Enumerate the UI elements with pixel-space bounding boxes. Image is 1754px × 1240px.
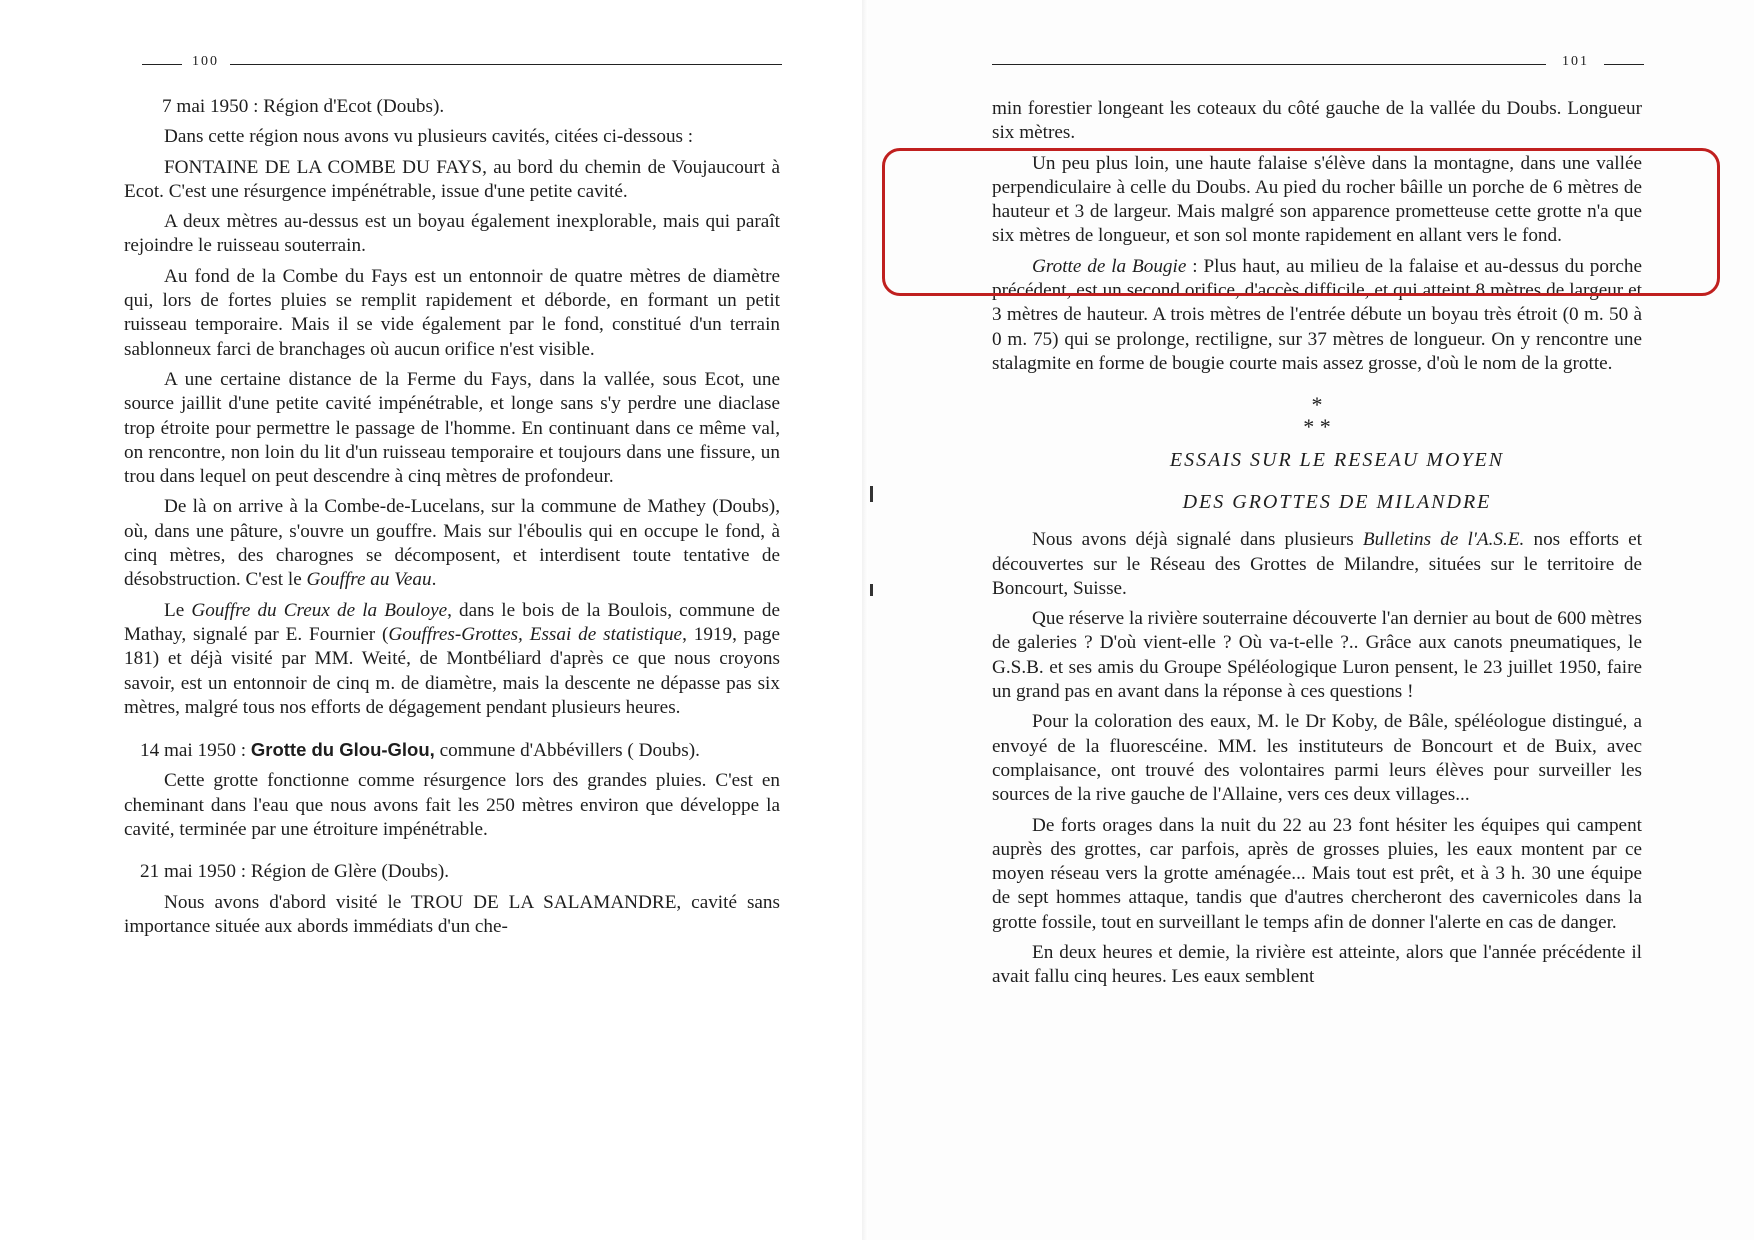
text-run: commune d'Abbévillers ( Doubs). — [439, 740, 700, 762]
left-text-column — [124, 95, 780, 945]
paragraph: A deux mètres au-dessus est un boyau également inexplorable, mais qui paraît rejoindre le ruisseau souterrain. — [124, 211, 780, 257]
text-run: Le — [164, 599, 185, 621]
paragraph: FONTAINE DE LA COMBE DU FAYS, au bord du chemin de Voujaucourt à Ecot. C'est une résurgence impénétrable, issue d'une petite cavité. — [124, 156, 780, 202]
paragraph-date-glere: 21 mai 1950 : Région de Glère (Doubs). — [140, 861, 450, 883]
paragraph-date-glou-glou — [124, 738, 780, 763]
bold-text: Grotte du Glou-Glou, — [250, 739, 435, 761]
paragraph: min forestier longeant les coteaux du côté gauche de la vallée du Doubs. Longueur six mètres. — [992, 98, 1642, 144]
italic-text: Gouffres-Grottes, Essai de statistique — [388, 623, 683, 645]
asterisk-pair: * * — [1303, 414, 1331, 440]
text-run: , 1919, page 181) et déjà visité par MM. Weité, de Montbéliard d'après ce que nous croyons savoir, est un entonnoir de cinq m. de diamètre, mais la descente ne dépasse pas six mètres, malgré tous nos efforts de dégagement pendant plusieurs heures. — [124, 623, 780, 718]
header-rule-left-short — [142, 64, 182, 65]
gutter-mark — [870, 486, 873, 502]
header-rule-right-long — [992, 64, 1546, 65]
paragraph: De forts orages dans la nuit du 22 au 23 font hésiter les équipes qui campent auprès des grottes, car parfois, après de grosses pluies, les eaux montent par ce moyen réseau vers la grotte aménagée... Mais tout est prêt, et à 3 h. 30 une équipe de sept hommes attaque, tandis que d'autres chercheront des cavernicoles dans la grotte fossile, tout en surveillant le temps afin de donner l'alerte en cas de danger. — [992, 814, 1642, 933]
page-number-left: 100 — [192, 54, 219, 69]
paragraph-highlighted: Un peu plus loin, une haute falaise s'élève dans la montagne, dans une vallée perpendiculaire à celle du Doubs. Au pied du rocher bâille un porche de 6 mètres de hauteur et 3 de largeur. Mais malgré son apparence prometteuse cette grotte n'a que six mètres de longueur, et son sol monte rapidement en allant vers le fond. — [992, 152, 1642, 247]
italic-text: Grotte de la Bougie — [1032, 255, 1187, 277]
paragraph — [124, 599, 780, 720]
text-run: nos efforts et découvertes sur le Réseau des Grottes de Milandre, situées sur le territoire de Boncourt, Suisse. — [992, 529, 1642, 599]
paragraph: Au fond de la Combe du Fays est un entonnoir de quatre mètres de diamètre qui, lors de fortes pluies se remplit rapidement et déborde, en formant un petit ruisseau temporaire. Mais il se vide également par le fond, constitué d'un terrain sablonneux farci de branchages où aucun orifice n'est visible. — [124, 265, 780, 360]
italic-text: Gouffre au Veau — [306, 569, 432, 591]
asterisk: * — [1311, 392, 1323, 418]
paragraph: A une certaine distance de la Ferme du Fays, dans la vallée, sous Ecot, une source jaillit d'une petite cavité impénétrable, et longe sans s'y perdre une diaclase trop étroite pour permettre le passage de l'homme. En continuant dans ce même val, on rencontre, non loin du lit d'un ruisseau temporaire et toujours dans une fissure, un trou dans lequel on peut descendre à cinq mètres de profondeur. — [124, 368, 780, 488]
paragraph: En deux heures et demie, la rivière est atteinte, alors que l'année précédente il avait fallu cinq heures. Les eaux semblent — [992, 942, 1642, 988]
page-gutter — [862, 0, 868, 1240]
text-run: 14 mai 1950 : — [140, 740, 247, 762]
section-title-line-2: DES GROTTES DE MILANDRE — [1182, 491, 1492, 514]
text-run: , dans le bois de la Boulois, commune de Mathay, signalé par E. Fournier ( — [124, 599, 780, 645]
page-number-right: 101 — [1562, 54, 1589, 69]
paragraph: Dans cette région nous avons vu plusieurs cavités, citées ci-dessous : — [164, 126, 694, 148]
paragraph: Nous avons d'abord visité le TROU DE LA SALAMANDRE, cavité sans importance située aux abords immédiats d'un che- — [124, 891, 780, 937]
header-rule-left-long — [230, 64, 782, 65]
paragraph: Cette grotte fonctionne comme résurgence lors des grandes pluies. C'est en cheminant dans l'eau que nous avons fait les 250 mètres environ que développe la cavité, terminée par une étroiture impénétrable. — [124, 770, 780, 841]
italic-text: Bulletins de l'A.S.E. — [1362, 529, 1525, 551]
text-run: Nous avons déjà signalé dans plusieurs — [1032, 529, 1354, 551]
italic-text: Gouffre du Creux de la Bouloye — [191, 599, 448, 621]
header-rule-right-short — [1604, 64, 1644, 65]
section-title-line-1: ESSAIS SUR LE RESEAU MOYEN — [1169, 449, 1505, 472]
paragraph: De là on arrive à la Combe-de-Lucelans, sur la commune de Mathey (Doubs), où, dans une pâture, s'ouvre un gouffre. Mais sur l'éboulis qui en occupe le fond, à cinq mètres, des charognes se décomposent, et interdisent toute tentative de désobstruction. C'est le Gouffre au Veau. — [124, 496, 780, 591]
text-run: : Plus haut, au milieu de la falaise et au-dessus du porche précédent, est un second orifice, d'accès difficile, et qui atteint 8 mètres de largeur et 3 mètres de hauteur. A trois mètres de l'entrée débute un boyau très étroit (0 m. 50 à 0 m. 75) qui se prolonge, rectiligne, sur 37 mètres de longueur. On y rencontre une stalagmite en forme de bougie courte mais assez grosse, d'où le nom de la grotte. — [992, 255, 1643, 374]
text-run: De là on arrive à la Combe-de-Lucelans, sur la commune de Mathey (Doubs), où, dans une pâture, s'ouvre un gouffre. Mais sur l'éboulis qui en occupe le fond, à cinq mètres, des charognes se décomposent, et interdisent toute tentative de désobstruction. C'est le — [124, 496, 780, 591]
section-heading — [992, 442, 1642, 520]
paragraph — [992, 528, 1642, 601]
paragraph: Pour la coloration des eaux, M. le Dr Koby, de Bâle, spéléologue distingué, a envoyé de la fluorescéine. MM. les instituteurs de Boncourt et de Buix, avec complaisance, ont trouvé des volontaires parmi leurs élèves pour surveiller les sources de la rive gauche de l'Allaine, vers ces deux villages... — [992, 711, 1642, 806]
section-separator — [992, 394, 1642, 438]
gutter-mark — [870, 584, 873, 596]
highlight-box — [882, 148, 1720, 296]
paragraph-date-ecot: 7 mai 1950 : Région d'Ecot (Doubs). — [162, 96, 445, 117]
paragraph: Que réserve la rivière souterraine découverte l'an dernier au bout de 600 mètres de galeries ? D'où vient-elle ? Où va-t-elle ?.. Grâce aux canots pneumatiques, le G.S.B. et ses amis du Groupe Spéléologique Luron pensent, le 23 juillet 1950, faire un grand pas en avant dans la réponse à ces questions ! — [992, 608, 1642, 703]
